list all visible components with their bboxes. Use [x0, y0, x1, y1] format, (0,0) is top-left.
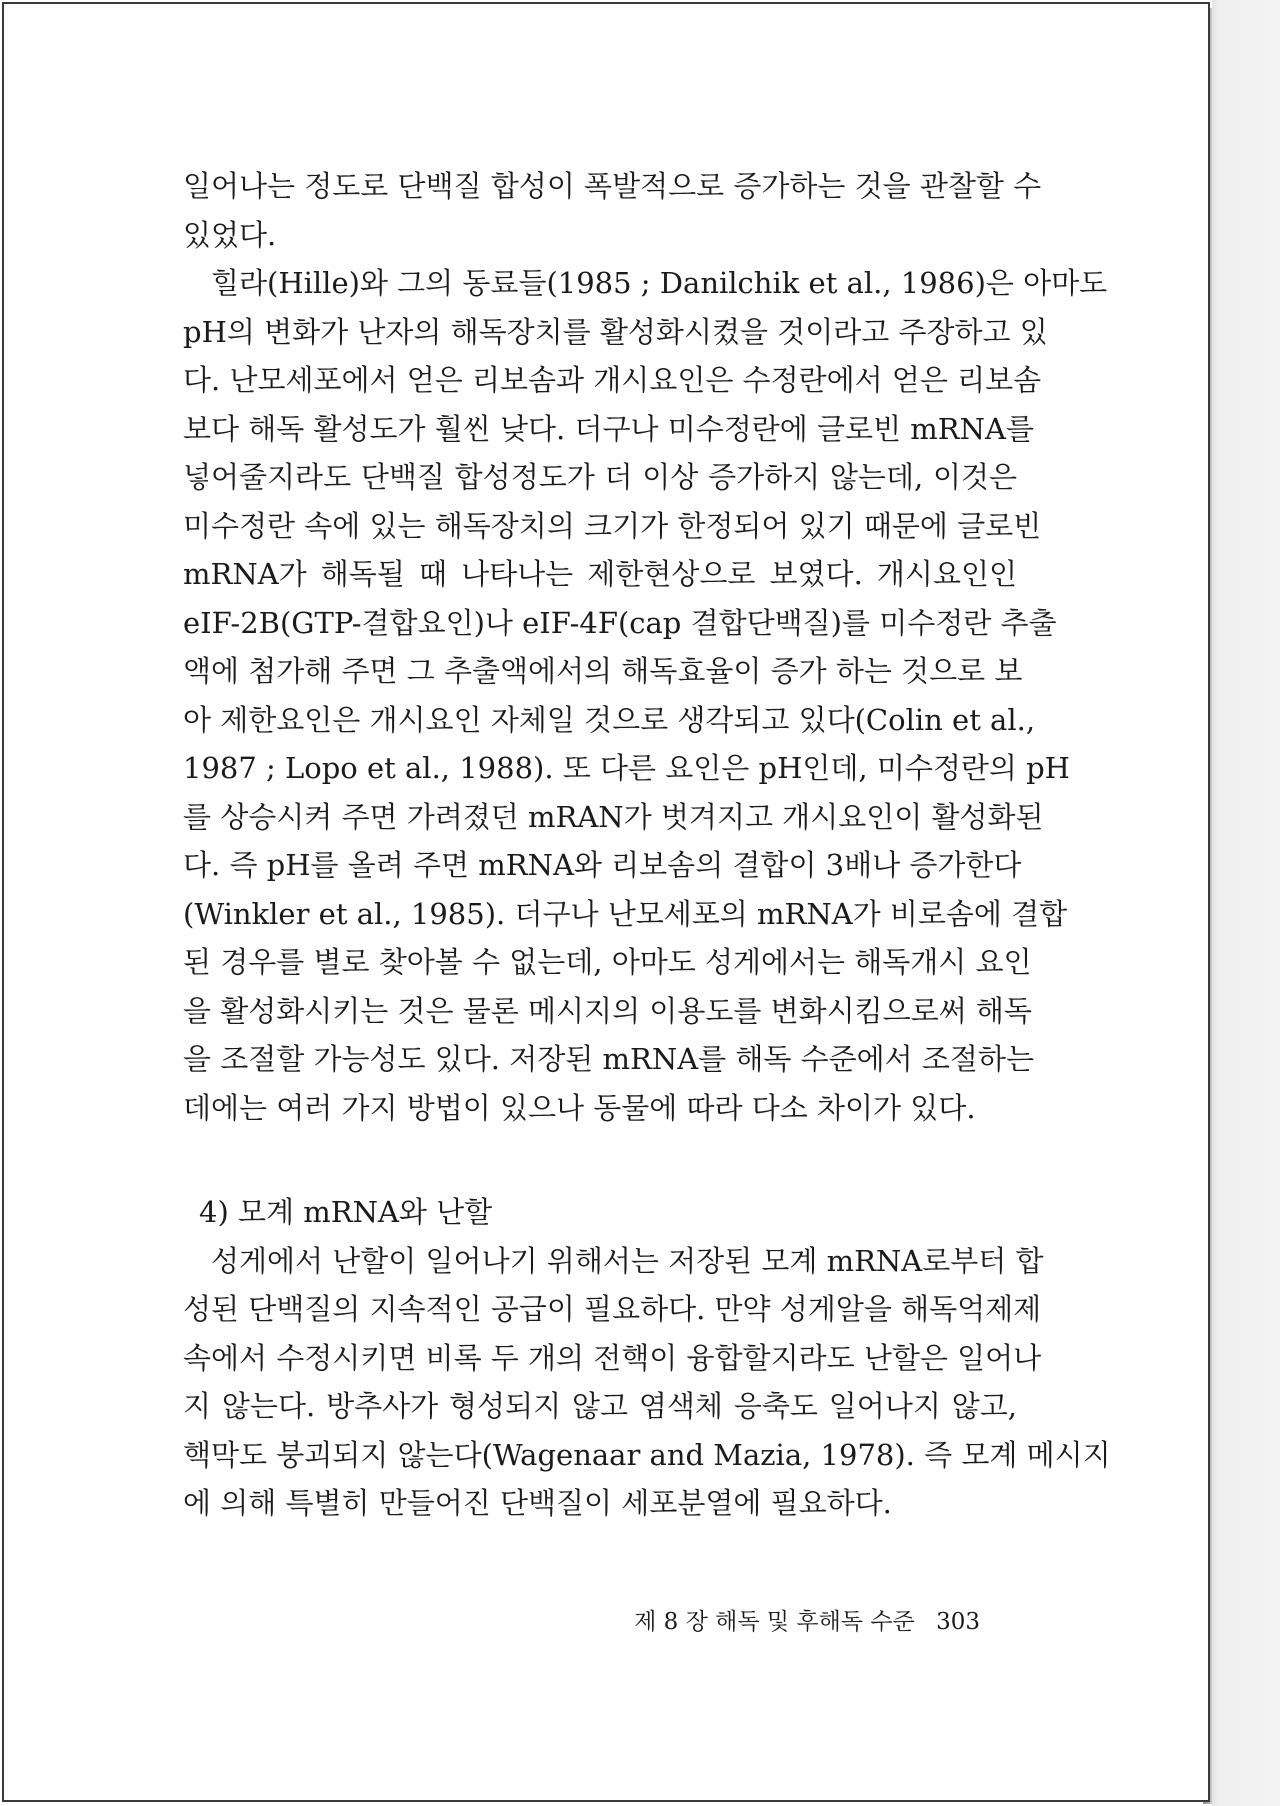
text-line: 넣어줄지라도 단백질 합성정도가 더 이상 증가하지 않는데, 이것은: [183, 460, 1017, 494]
text-line: 지 않는다. 방추사가 형성되지 않고 염색체 응축도 일어나지 않고,: [183, 1389, 1017, 1423]
running-head: 제 8 장 해독 및 후해독 수준: [634, 1609, 915, 1635]
text-line: 데에는 여러 가지 방법이 있으나 동물에 따라 다소 차이가 있다.: [183, 1090, 976, 1125]
text-line: 다. 난모세포에서 얻은 리보솜과 개시요인은 수정란에서 얻은 리보솜: [183, 363, 1042, 397]
text-line: 성된 단백질의 지속적인 공급이 필요하다. 만약 성게알을 해독억제제: [183, 1292, 1042, 1326]
text-line: mRNA가 해독될 때 나타나는 제한현상으로 보였다. 개시요인인: [183, 557, 1017, 591]
text-line: 보다 해독 활성도가 훨씬 낮다. 더구나 미수정란에 글로빈 mRNA를: [183, 411, 1034, 446]
paragraph-2: [183, 259, 1108, 1132]
text-line: 힐라(Hille)와 그의 동료들(1985 ; Danilchik et al., 1986)은 아마도: [211, 266, 1108, 300]
text-line: eIF-2B(GTP-결합요인)나 eIF-4F(cap 결합단백질)를 미수정란 추출: [183, 605, 1057, 640]
text-line: 아 제한요인은 개시요인 자체일 것으로 생각되고 있다(Colin et al.,: [183, 702, 1036, 737]
text-line: (Winkler et al., 1985). 더구나 난모세포의 mRNA가 비로솜에 결합: [183, 896, 1068, 931]
text-line: 성게에서 난할이 일어나기 위해서는 저장된 모계 mRNA로부터 합: [211, 1243, 1044, 1278]
page-number: 303: [936, 1609, 980, 1635]
text-line: 있었다.: [183, 217, 277, 252]
text-line: 에 의해 특별히 만들어진 단백질이 세포분열에 필요하다.: [183, 1486, 892, 1520]
page-footer: [616, 1603, 980, 1636]
section-gap: [183, 1132, 1017, 1188]
text-line: 다. 즉 pH를 올려 주면 mRNA와 리보솜의 결합이 3배나 증가한다: [183, 848, 1022, 882]
page-body: [183, 162, 1111, 1528]
text-line: 핵막도 붕괴되지 않는다(Wagenaar and Mazia, 1978). 즉 모계 메시지: [183, 1437, 1111, 1472]
text-line: 속에서 수정시키면 비록 두 개의 전핵이 융합할지라도 난할은 일어나: [183, 1340, 1042, 1375]
text-line: 일어나는 정도로 단백질 합성이 폭발적으로 증가하는 것을 관찰할 수: [183, 169, 1042, 203]
text-line: pH의 변화가 난자의 해독장치를 활성화시켰을 것이라고 주장하고 있: [183, 314, 1048, 349]
page-edge-background: [1212, 0, 1280, 1806]
paragraph-1: [183, 162, 1042, 259]
text-line: 1987 ; Lopo et al., 1988). 또 다른 요인은 pH인데, 미수정란의 pH: [183, 751, 1070, 785]
text-line: 미수정란 속에 있는 해독장치의 크기가 한정되어 있기 때문에 글로빈: [183, 508, 1042, 543]
text-line: 된 경우를 별로 찾아볼 수 없는데, 아마도 성게에서는 해독개시 요인: [183, 945, 1032, 979]
text-line: 를 상승시켜 주면 가려졌던 mRAN가 벗겨지고 개시요인이 활성화된: [183, 799, 1044, 834]
paragraph-3: [183, 1237, 1111, 1528]
section-heading: 4) 모계 mRNA와 난할: [199, 1195, 493, 1229]
text-line: 을 조절할 가능성도 있다. 저장된 mRNA를 해독 수준에서 조절하는: [183, 1042, 1034, 1076]
text-line: 액에 첨가해 주면 그 추출액에서의 해독효율이 증가 하는 것으로 보: [183, 654, 1023, 688]
text-line: 을 활성화시키는 것은 물론 메시지의 이용도를 변화시킴으로써 해독: [183, 993, 1032, 1028]
